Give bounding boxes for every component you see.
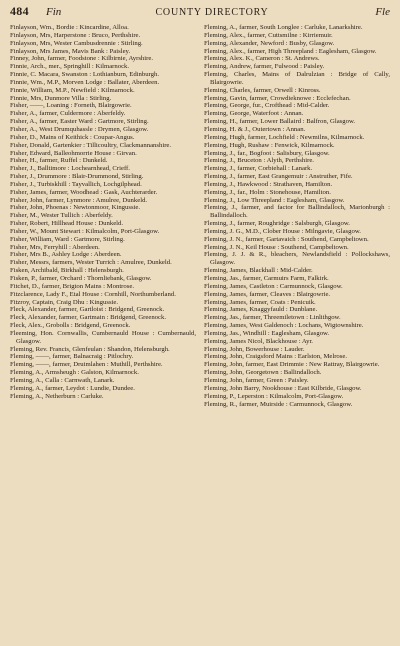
directory-entry: Fleming, J., Low Threepland : Eaglesham, Glasgow. xyxy=(204,196,345,204)
directory-entry: Fisher, Messrs, farmers, Wester Turrich : Amulree, Dunkeld. xyxy=(10,259,172,267)
directory-entry: Fitzclarence, Lady F., Etal House : Cornhill, Northumberland. xyxy=(10,290,176,298)
directory-entry: Finnie, Mrs, Dunmore Villa : Stirling. xyxy=(10,94,112,102)
directory-entry: Fitzroy, Captain, Craig Dhu : Kingussie. xyxy=(10,298,119,306)
directory-entry: Fisher, H., farmer, Ruffel : Dunkeld. xyxy=(10,157,108,165)
directory-entry: Fleming, Gavin, farmer, Crowdieknowe : Ecclefechan. xyxy=(204,94,351,102)
page-header xyxy=(10,4,390,20)
directory-entry: Fisher, A., West Drumquhassle : Drymen, Glasgow. xyxy=(10,125,149,133)
directory-entry: Fleming, George, fur., Crofthead : Mid-Calder. xyxy=(204,102,330,110)
directory-entry: Fisher, Mrs B., Ashley Lodge : Aberdeen. xyxy=(10,251,122,259)
directory-entry: Fisher, J., Balltimore : Lochearnhead, Crieff. xyxy=(10,165,130,173)
directory-entry: Fisher, James, farmer, Woodhead : Gask, Auchterarder. xyxy=(10,188,158,196)
directory-entry: Fleming, R., farmer, Muirside : Carmunnock, Glasgow. xyxy=(204,400,353,408)
directory-entry: Fleming, George, Waterfoot : Annan. xyxy=(204,110,304,118)
directory-entry: Fisher, M., Wester Tullich : Aberfeldy. xyxy=(10,212,113,220)
directory-entry: Fleming, J. N., Keil House : Southend, Campbeltown. xyxy=(204,243,349,251)
directory-entry: Fleming, Jas., Windhill : Eaglesham, Glasgow. xyxy=(204,329,330,337)
directory-entry: Fleming, A., farmer, South Longlee : Carluke, Lanarkshire. xyxy=(204,24,363,31)
directory-entry: Fleming, Jas., farmer, Carmuirs Farm, Falkirk. xyxy=(204,275,329,282)
right-column xyxy=(204,24,390,408)
directory-entry: Fleming, J., far., Holm : Stonehouse, Hamilton. xyxy=(204,188,331,196)
directory-entry: Fisher, J., Turbiskhill : Tayvallich, Lochgilphead. xyxy=(10,180,142,188)
directory-entry: Finnie, Arch., mer., Springhill : Kilmarnock. xyxy=(10,63,130,71)
directory-entry: Finnie, William, M.P., Newfield : Kilmarnock. xyxy=(10,86,135,94)
directory-entry: Fleming, A., Netherburn : Carluke. xyxy=(10,392,104,400)
directory-entry: Fisher, J., Drummore : Blair-Drummond, Stirling. xyxy=(10,173,144,181)
directory-entry: Fleming, Charles, farmer, Orwell : Kinross. xyxy=(204,86,321,94)
directory-entry: Fleming, J. J. & R., bleachers, Newlandsfield : Pollockshaws, Glasgow. xyxy=(204,251,390,267)
directory-entry: Fleming, J., farmer, Corbiehall : Lanark. xyxy=(204,165,313,173)
directory-entry: Fisken, Archibald, Birkhall : Helensburgh. xyxy=(10,267,124,275)
directory-entry: Fleming, ——, farmer, Druimlahen : Muthill, Perthshire. xyxy=(10,361,163,369)
directory-entry: Fleming, J., Bruceton : Alyth, Perthshire. xyxy=(204,157,314,165)
directory-entry: Fleming, James, Knaggyfauld : Dunblane. xyxy=(204,306,318,314)
directory-entry: Fisher, Donald, Gartenkier : Tillicoultry, Clackmannanshire. xyxy=(10,141,172,149)
directory-entry: Fleming, Andrew, farmer, Fulwood : Paisley. xyxy=(204,63,325,71)
page-title: COUNTY DIRECTORY xyxy=(155,7,269,18)
directory-entry: Finney, John, farmer, Foodstone : Kilbirnie, Ayrshire. xyxy=(10,55,154,63)
directory-entry: Fisher, Robert, Hillhead House : Dunkeld. xyxy=(10,220,124,228)
directory-entry: Fleming, J. N., farmer, Gartavaich : Southend, Campbeltown. xyxy=(204,235,369,243)
directory-entry: Fisher, D., Mains of Keithick : Coupar-Angus. xyxy=(10,133,135,141)
left-column xyxy=(10,24,196,408)
directory-entry: Fleming, John, Craigsford Mains : Earlston, Melrose. xyxy=(204,353,348,361)
directory-entry: Fleming, A., Armsheugh : Galston, Kilmarnock. xyxy=(10,369,139,377)
directory-entry: Fisher, W., Mount Stewart : Kilmalcolm, Port-Glasgow. xyxy=(10,227,160,235)
directory-entry: Fisher, A., farmer, Culdermore : Aberfeldy. xyxy=(10,110,126,118)
directory-entry: Fleming, James Nicol, Blackhouse : Ayr. xyxy=(204,337,313,345)
directory-entry: Fleming, J. G., M.D., Clober House : Milngavie, Glasgow. xyxy=(204,227,361,235)
directory-entry: Fleming, Charles, Mains of Dalrulzian : Bridge of Cally, Blairgowrie. xyxy=(204,71,390,86)
directory-entry: Fleming, J., farmer, East Grangemuir : Anstruther, Fife. xyxy=(204,173,353,181)
directory-entry: Fleming, A., Calla : Carnwath, Lanark. xyxy=(10,376,115,384)
directory-entry: Fleming, J., farmer, Roughridge : Salsburgh, Glasgow. xyxy=(204,220,350,228)
directory-entry: Fleming, John, Georgetown : Ballindalloch. xyxy=(204,369,322,377)
directory-entry: Fisher, ——, Loaning : Forneth, Blairgowrie. xyxy=(10,102,132,110)
directory-entry: Finlayson, Mrs, Wester Cambusdrennie : Stirling. xyxy=(10,39,143,47)
directory-entry: Fleeming, Hon. Cornwallis, Cumbernauld House : Cumbernauld, Glasgow. xyxy=(10,329,196,345)
directory-entry: Fleming, Alex., farmer, Cuttsmilne : Kirriemuir. xyxy=(204,31,333,39)
directory-entry: Fleck, Alexander, farmer, Gartmain : Bridgend, Greenock. xyxy=(10,314,167,322)
directory-entry: Fisher, A., farmer, Easter Ward : Gartmore, Stirling. xyxy=(10,118,149,126)
directory-entry: Fleming, Rev. Francis, Glenfeulan : Shandon, Helensburgh. xyxy=(10,345,170,353)
directory-entry: Fleming, Alex., farmer, High Threepland : Eaglesham, Glasgow. xyxy=(204,47,377,55)
directory-entry: Finlayson, Mrs, Harperstone : Bruco, Perthshire. xyxy=(10,31,141,39)
directory-entry: Fleming, James, West Galdenoch : Lochans, Wigtownshire. xyxy=(204,322,364,330)
directory-entry: Fleck, Alexander, farmer, Gartloist : Bridgend, Greenock. xyxy=(10,306,165,314)
directory-entry: Fleming, J., farmer, and factor for Ballindalloch, Marionburgh : Ballindalloch. xyxy=(204,204,390,220)
columns xyxy=(10,24,390,408)
directory-entry: Fitchet, D., farmer, Brigton Mains : Montrose. xyxy=(10,282,134,290)
directory-entry: Fleming, Hugh, Rushaw : Fenwick, Kilmarnock. xyxy=(204,141,335,149)
directory-entry: Fisher, Mrs, Ferryhill : Aberdeen. xyxy=(10,243,100,251)
directory-entry: Finlayson, Wm., Bordie : Kincardine, Alloa. xyxy=(10,24,129,31)
directory-entry: Fisken, P., farmer, Orchard : Thornliebank, Glasgow. xyxy=(10,275,152,282)
directory-entry: Fleming, James, farmer, Cleaves : Blairgowrie. xyxy=(204,290,331,298)
directory-entry: Fleming, James, farmer, Coats : Penicuik. xyxy=(204,298,316,306)
directory-entry: Fleming, Alexander, Newford : Busby, Glasgow. xyxy=(204,39,335,47)
directory-entry: Fisher, John, Phoenas : Newtonmoor, Kingussie. xyxy=(10,204,141,212)
directory-entry: Fleming, John Barry, Nookhouse : East Kilbride, Glasgow. xyxy=(204,384,362,392)
directory-entry: Fleming, John, farmer, Green : Paisley. xyxy=(204,376,309,384)
directory-entry: Fleming, ——, farmer, Balnacraig : Pitlochry. xyxy=(10,353,134,361)
directory-entry: Fleming, P., Leperston : Kilmalcolm, Port-Glasgow. xyxy=(204,392,344,400)
directory-entry: Fleming, John, Bowerhouse : Lauder. xyxy=(204,345,305,353)
directory-entry: Fleming, A., farmer, Leydot : Lundie, Dundee. xyxy=(10,384,135,392)
directory-entry: Fleming, Hugh, farmer, Lochfield : Newmilns, Kilmarnock. xyxy=(204,133,365,141)
directory-entry: Finnie, Wm., M.P., Morven Lodge : Ballater, Aberdeen. xyxy=(10,78,160,86)
directory-entry: Fleming, H., farmer, Lower Ballaird : Balfron, Glasgow. xyxy=(204,118,356,126)
directory-entry: Fleming, J., Hawkwood : Strathaven, Hamilton. xyxy=(204,180,333,188)
directory-entry: Fisher, William, Ward : Gartmore, Stirling. xyxy=(10,235,125,243)
catchword: Fle xyxy=(375,6,390,18)
directory-entry: Fleming, John, farmer, East Drimmie : New Rattray, Blairgowrie. xyxy=(204,361,380,369)
directory-entry: Fisher, John, farmer, Lynmore : Amulree, Dunkeld. xyxy=(10,196,148,204)
directory-entry: Fleming, James, Blackhall : Mid-Calder. xyxy=(204,267,313,275)
directory-entry: Finlayson, Mrs James, Mavis Bank : Paisley. xyxy=(10,47,131,55)
running-head: Fin xyxy=(46,6,62,18)
directory-entry: Fisher, Edward, Balleohmorrie House : Girvan. xyxy=(10,149,137,157)
directory-entry: Fleming, James, Castleton : Carmunnock, Glasgow. xyxy=(204,282,343,290)
page-number: 484 xyxy=(10,4,29,18)
directory-entry: Finnie, C. Macara, Swanston : Lothianburn, Edinburgh. xyxy=(10,71,160,79)
directory-entry: Fleming, H. & J., Outertown : Annan. xyxy=(204,125,306,133)
directory-entry: Fleming, J., far., Bogfoot : Salisbury, Glasgow. xyxy=(204,149,330,157)
directory-entry: Fleming, Jas., farmer, Threemiletown : Linlithgow. xyxy=(204,314,341,322)
directory-entry: Fleck, Alex., Grobolls : Bridgend, Greenock. xyxy=(10,322,131,330)
directory-entry: Fleming, Alex. K., Cameron : St. Andrews. xyxy=(204,55,320,63)
